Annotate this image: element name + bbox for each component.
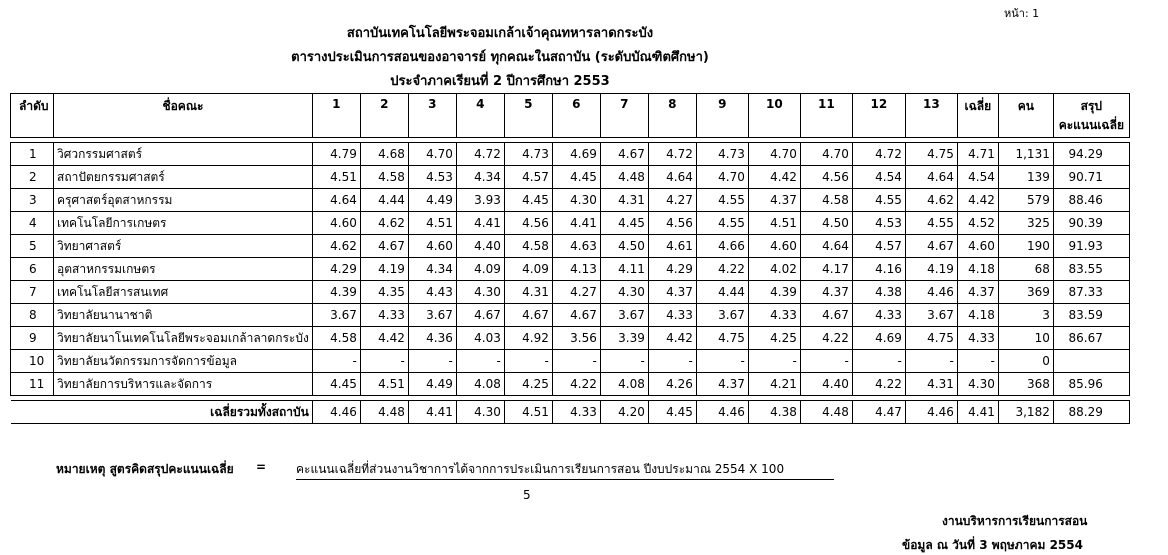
overall-score: 4.46 [312,401,360,424]
table-body [11,138,1130,396]
score-cell: 4.02 [748,258,800,281]
score-cell: 4.31 [504,281,552,304]
row-number: 2 [11,166,54,189]
table-row [11,166,1130,189]
score-cell: 4.30 [552,189,600,212]
header-item: 8 [648,94,696,138]
row-average: 4.18 [957,258,998,281]
header-people: คน [998,94,1053,138]
score-cell: 4.26 [648,373,696,396]
score-cell: 4.19 [905,258,957,281]
row-summary: 86.67 [1053,327,1129,350]
score-cell: 4.03 [456,327,504,350]
score-cell: 4.31 [600,189,648,212]
row-people: 190 [998,235,1053,258]
header-item: 1 [312,94,360,138]
score-cell: 4.58 [312,327,360,350]
row-average: 4.37 [957,281,998,304]
score-cell: 4.48 [600,166,648,189]
score-cell: 4.09 [456,258,504,281]
faculty-name: เทคโนโลยีการเกษตร [54,212,313,235]
row-people: 3 [998,304,1053,327]
row-average: 4.71 [957,143,998,166]
score-cell: 4.72 [648,143,696,166]
overall-score: 4.20 [600,401,648,424]
score-cell: 4.70 [800,143,852,166]
row-summary: 90.71 [1053,166,1129,189]
report-header [0,22,1000,94]
table-row [11,327,1130,350]
score-cell: 4.70 [696,166,748,189]
score-cell: 4.13 [552,258,600,281]
score-cell: 4.41 [456,212,504,235]
row-number: 8 [11,304,54,327]
score-cell: 4.42 [648,327,696,350]
header-item: 5 [504,94,552,138]
score-cell: 4.33 [852,304,905,327]
score-cell: 4.25 [748,327,800,350]
data-date: ข้อมูล ณ วันที่ 3 พฤษภาคม 2554 [902,538,1083,552]
score-cell: 4.34 [456,166,504,189]
score-cell: - [456,350,504,373]
row-people: 1,131 [998,143,1053,166]
header-summary [1053,94,1129,138]
score-cell: 4.37 [648,281,696,304]
row-number: 5 [11,235,54,258]
row-people: 10 [998,327,1053,350]
score-cell: - [648,350,696,373]
score-cell: 4.72 [852,143,905,166]
header-faculty: ชื่อคณะ [54,94,313,138]
row-average: 4.54 [957,166,998,189]
score-cell: 4.44 [360,189,408,212]
score-cell: 4.42 [360,327,408,350]
row-average: 4.60 [957,235,998,258]
row-people: 579 [998,189,1053,212]
header-item: 12 [852,94,905,138]
institute-title: สถาบันเทคโนโลยีพระจอมเกล้าเจ้าคุณทหารลาดกระบัง [346,26,654,41]
header-item: 13 [905,94,957,138]
header-seq: ลำดับ [11,94,54,138]
row-summary: 88.46 [1053,189,1129,212]
score-cell: 4.45 [600,212,648,235]
overall-score: 4.45 [648,401,696,424]
score-cell: 4.56 [504,212,552,235]
header-item: 6 [552,94,600,138]
score-cell: 4.08 [600,373,648,396]
header-item: 11 [800,94,852,138]
table-row [11,235,1130,258]
faculty-name: วิทยาลัยการบริหารและจัดการ [54,373,313,396]
row-number: 6 [11,258,54,281]
row-number: 7 [11,281,54,304]
row-average: 4.52 [957,212,998,235]
score-cell: 4.67 [905,235,957,258]
score-cell: 4.44 [696,281,748,304]
score-cell: 4.50 [600,235,648,258]
score-cell: 4.57 [504,166,552,189]
formula-numerator: คะแนนเฉลี่ยที่ส่วนงานวิชาการได้จากการประเมินการเรียนการสอน ปีงบประมาณ 2554 X 100 [296,462,785,476]
score-cell: 4.25 [504,373,552,396]
overall-score: 4.46 [696,401,748,424]
row-summary: 90.39 [1053,212,1129,235]
score-cell: 4.70 [408,143,456,166]
score-cell: 4.11 [600,258,648,281]
score-cell: 4.67 [504,304,552,327]
table-row [11,258,1130,281]
row-people: 0 [998,350,1053,373]
row-number: 4 [11,212,54,235]
score-cell: 4.73 [696,143,748,166]
score-cell: 4.35 [360,281,408,304]
table-row [11,189,1130,212]
formula-denominator: 5 [523,488,531,502]
score-cell: 4.33 [748,304,800,327]
score-cell: 4.69 [552,143,600,166]
score-cell: 4.75 [905,143,957,166]
score-cell: 4.79 [312,143,360,166]
overall-average: 4.41 [957,401,998,424]
score-cell: 4.30 [600,281,648,304]
row-people: 68 [998,258,1053,281]
score-cell: 4.55 [852,189,905,212]
score-cell: 4.57 [852,235,905,258]
score-cell: 4.16 [852,258,905,281]
page-number: หน้า: 1 [1004,7,1040,20]
office-name: งานบริหารการเรียนการสอน [942,514,1088,528]
row-average: 4.18 [957,304,998,327]
faculty-name: เทคโนโลยีสารสนเทศ [54,281,313,304]
score-cell: 4.45 [552,166,600,189]
score-cell: - [360,350,408,373]
score-cell: - [504,350,552,373]
score-cell: 4.45 [312,373,360,396]
score-cell: - [748,350,800,373]
header-summary-line2: คะแนนเฉลี่ย [1058,118,1124,132]
score-cell: 4.34 [408,258,456,281]
score-cell: 4.36 [408,327,456,350]
score-cell: 4.29 [648,258,696,281]
score-cell: 4.64 [312,189,360,212]
score-cell: 4.58 [504,235,552,258]
score-cell: 4.60 [748,235,800,258]
faculty-name: วิทยาลัยนานาชาติ [54,304,313,327]
table-row [11,304,1130,327]
score-cell: 4.27 [552,281,600,304]
score-cell: - [696,350,748,373]
header-summary-line1: สรุป [1080,99,1103,113]
header-item: 10 [748,94,800,138]
score-cell: 4.55 [696,212,748,235]
score-cell: 4.40 [456,235,504,258]
row-people: 369 [998,281,1053,304]
score-cell: 3.67 [905,304,957,327]
score-cell: 4.75 [696,327,748,350]
faculty-name: วิทยาศาสตร์ [54,235,313,258]
score-cell: 4.51 [360,373,408,396]
faculty-name: วิทยาลัยนาโนเทคโนโลยีพระจอมเกล้าลาดกระบัง [54,327,313,350]
score-cell: 4.40 [800,373,852,396]
score-cell: 4.08 [456,373,504,396]
row-people: 325 [998,212,1053,235]
overall-score: 4.46 [905,401,957,424]
fraction-line [296,479,834,480]
score-cell: 4.51 [312,166,360,189]
header-item: 4 [456,94,504,138]
score-cell: 4.17 [800,258,852,281]
score-cell: 4.27 [648,189,696,212]
header-row [11,94,1130,138]
score-cell: - [408,350,456,373]
score-cell: 4.42 [748,166,800,189]
table-row [11,350,1130,373]
score-cell: 4.58 [800,189,852,212]
score-cell: 4.37 [800,281,852,304]
row-average: 4.33 [957,327,998,350]
score-cell: 4.55 [905,212,957,235]
score-cell: 4.70 [748,143,800,166]
score-cell: 4.43 [408,281,456,304]
score-cell: 4.58 [360,166,408,189]
score-cell: 4.69 [852,327,905,350]
row-number: 11 [11,373,54,396]
row-summary [1053,350,1129,373]
score-cell: 4.19 [360,258,408,281]
score-cell: 3.67 [696,304,748,327]
score-cell: 4.37 [748,189,800,212]
formula-note-label: หมายเหตุ สูตรคิดสรุปคะแนนเฉลี่ย [56,462,234,476]
header-item: 3 [408,94,456,138]
score-cell: 4.22 [800,327,852,350]
score-cell: 4.51 [748,212,800,235]
overall-score: 4.48 [360,401,408,424]
row-summary: 91.93 [1053,235,1129,258]
score-cell: 3.39 [600,327,648,350]
score-cell: 3.67 [600,304,648,327]
faculty-name: วิศวกรรมศาสตร์ [54,143,313,166]
score-cell: 4.67 [800,304,852,327]
score-cell: 4.46 [905,281,957,304]
score-cell: 3.93 [456,189,504,212]
score-cell: 4.53 [408,166,456,189]
score-cell: 4.21 [748,373,800,396]
score-cell: 4.75 [905,327,957,350]
row-summary: 87.33 [1053,281,1129,304]
semester-title: ประจำภาคเรียนที่ 2 ปีการศึกษา 2553 [390,74,610,89]
report-title: ตารางประเมินการสอนของอาจารย์ ทุกคณะในสถาบัน (ระดับบัณฑิตศึกษา) [291,50,709,65]
score-cell: 4.50 [800,212,852,235]
row-summary: 83.55 [1053,258,1129,281]
header-item: 7 [600,94,648,138]
score-cell: 4.31 [905,373,957,396]
score-cell: 4.33 [360,304,408,327]
faculty-name: ครุศาสตร์อุตสาหกรรม [54,189,313,212]
score-cell: 4.92 [504,327,552,350]
table-row [11,212,1130,235]
row-summary: 83.59 [1053,304,1129,327]
score-cell: 4.61 [648,235,696,258]
row-people: 139 [998,166,1053,189]
score-cell: 4.62 [905,189,957,212]
evaluation-table [10,93,1130,424]
score-cell: 4.22 [852,373,905,396]
row-average: 4.42 [957,189,998,212]
row-number: 9 [11,327,54,350]
score-cell: 4.72 [456,143,504,166]
table-row [11,281,1130,304]
row-summary: 94.29 [1053,143,1129,166]
score-cell: 4.67 [456,304,504,327]
score-cell: 4.60 [408,235,456,258]
score-cell: 4.66 [696,235,748,258]
overall-score: 4.41 [408,401,456,424]
overall-score: 4.30 [456,401,504,424]
score-cell: 4.39 [312,281,360,304]
row-number: 1 [11,143,54,166]
score-cell: 4.45 [504,189,552,212]
score-cell: 4.22 [696,258,748,281]
score-cell: 4.64 [905,166,957,189]
score-cell: 4.62 [360,212,408,235]
overall-score: 4.48 [800,401,852,424]
score-cell: 4.37 [696,373,748,396]
score-cell: 4.67 [600,143,648,166]
row-average: 4.30 [957,373,998,396]
score-cell: 4.56 [800,166,852,189]
header-average: เฉลี่ย [957,94,998,138]
score-cell: 4.55 [696,189,748,212]
score-cell: 4.41 [552,212,600,235]
overall-score: 4.33 [552,401,600,424]
score-cell: 3.67 [312,304,360,327]
score-cell: 3.56 [552,327,600,350]
score-cell: 4.29 [312,258,360,281]
score-cell: 4.54 [852,166,905,189]
score-cell: 4.56 [648,212,696,235]
score-cell: 4.68 [360,143,408,166]
overall-label: เฉลี่ยรวมทั้งสถาบัน [54,401,313,424]
faculty-name: วิทยาลัยนวัตกรรมการจัดการข้อมูล [54,350,313,373]
faculty-name: สถาปัตยกรรมศาสตร์ [54,166,313,189]
table-row [11,143,1130,166]
header-item: 2 [360,94,408,138]
score-cell: 4.73 [504,143,552,166]
score-cell: 4.33 [648,304,696,327]
score-cell: 4.64 [800,235,852,258]
overall-score: 4.38 [748,401,800,424]
formula-equals: = [256,460,267,474]
score-cell: 4.51 [408,212,456,235]
overall-score: 4.47 [852,401,905,424]
score-cell: - [552,350,600,373]
overall-average-row [11,401,1130,424]
score-cell: 4.64 [648,166,696,189]
score-cell: 4.62 [312,235,360,258]
score-cell: 4.49 [408,373,456,396]
score-cell: 3.67 [408,304,456,327]
score-cell: 4.09 [504,258,552,281]
row-summary: 85.96 [1053,373,1129,396]
score-cell: 4.67 [360,235,408,258]
score-cell: 4.22 [552,373,600,396]
score-cell: 4.39 [748,281,800,304]
score-cell: - [800,350,852,373]
score-cell: 4.53 [852,212,905,235]
score-cell: 4.60 [312,212,360,235]
row-average: - [957,350,998,373]
score-cell: 4.30 [456,281,504,304]
overall-score: 4.51 [504,401,552,424]
score-cell: 4.49 [408,189,456,212]
header-item: 9 [696,94,748,138]
score-cell: 4.38 [852,281,905,304]
score-cell: 4.67 [552,304,600,327]
row-number: 3 [11,189,54,212]
score-cell: - [852,350,905,373]
faculty-name: อุตสาหกรรมเกษตร [54,258,313,281]
overall-summary: 88.29 [1053,401,1129,424]
score-cell: 4.63 [552,235,600,258]
score-cell: - [312,350,360,373]
row-people: 368 [998,373,1053,396]
score-cell: - [905,350,957,373]
score-cell: - [600,350,648,373]
row-number: 10 [11,350,54,373]
overall-people: 3,182 [998,401,1053,424]
table-row [11,373,1130,396]
